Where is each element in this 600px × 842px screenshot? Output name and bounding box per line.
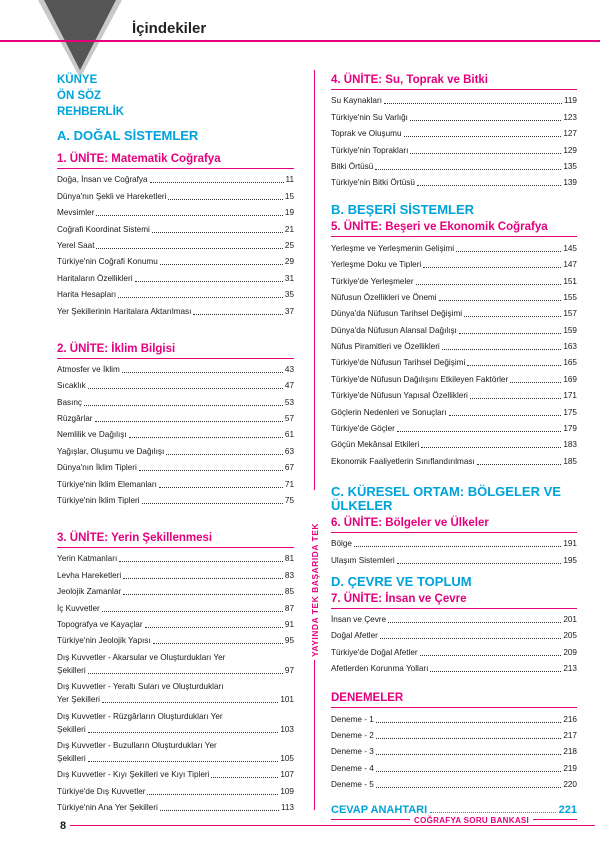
toc-entry[interactable] (57, 682, 294, 705)
leader-dots (449, 415, 562, 416)
toc-entry-page: 75 (284, 496, 294, 506)
toc-entry[interactable] (57, 480, 294, 490)
left-column (57, 72, 294, 813)
toc-entry-title: Yerleşme Doku ve Tipleri (331, 260, 422, 270)
unit-3-title: 3. ÜNİTE: Yerin Şekillenmesi (57, 532, 294, 548)
leader-dots (467, 365, 561, 366)
toc-entry-page: 159 (563, 325, 577, 335)
toc-entry-title: Dünya'da Nüfusun Alansal Dağılışı (331, 325, 457, 335)
toc-entry[interactable] (331, 129, 577, 139)
toc-entry-title: Deneme - 2 (331, 730, 374, 740)
leader-dots (376, 771, 562, 772)
leader-dots (102, 702, 278, 703)
toc-entry[interactable] (331, 440, 577, 450)
toc-entry[interactable] (331, 178, 577, 188)
toc-entry[interactable] (331, 96, 577, 106)
toc-entry-page: 171 (563, 391, 577, 401)
toc-entry-title: İç Kuvvetler (57, 603, 100, 613)
unit-5-title: 5. ÜNİTE: Beşeri ve Ekonomik Coğrafya (331, 221, 577, 237)
toc-entry[interactable] (57, 620, 294, 630)
toc-entry-page: 91 (284, 619, 294, 629)
toc-entry-page: 155 (563, 292, 577, 302)
toc-entry[interactable] (331, 326, 577, 336)
toc-entry-page: 21 (284, 224, 294, 234)
toc-entry-title: Türkiye'de Doğal Afetler (331, 647, 418, 657)
toc-entry[interactable] (57, 587, 294, 597)
toc-entry-title: Haritaların Özellikleri (57, 273, 133, 283)
toc-entry[interactable] (57, 571, 294, 581)
leader-dots (464, 316, 561, 317)
toc-entry-page: 43 (284, 364, 294, 374)
leader-dots (442, 349, 562, 350)
leader-dots (150, 182, 284, 183)
unit-gap (57, 506, 294, 522)
toc-entry[interactable] (331, 664, 577, 674)
leader-dots (96, 215, 283, 216)
header-triangle-dark (44, 0, 116, 70)
toc-entry[interactable] (57, 208, 294, 218)
toc-entry[interactable] (331, 424, 577, 434)
toc-entry-title: Dış Kuvvetler - Akarsular ve Oluşturdukları Yer (57, 652, 226, 662)
toc-entry-page: 31 (284, 273, 294, 283)
leader-dots (160, 264, 283, 265)
toc-entry-page: 61 (284, 430, 294, 440)
toc-entry-page: 15 (284, 191, 294, 201)
toc-entry-page: 67 (284, 463, 294, 473)
leader-dots (84, 405, 283, 406)
toc-entry-title: Bölge (331, 539, 352, 549)
toc-entry[interactable] (57, 430, 294, 440)
leader-dots (139, 470, 283, 471)
left-units (57, 153, 294, 813)
toc-entry-title: Deneme - 1 (331, 714, 374, 724)
section-d-title: D. ÇEVRE VE TOPLUM (331, 573, 472, 589)
toc-entry[interactable] (331, 648, 577, 658)
toc-entry-page: 183 (563, 440, 577, 450)
toc-entry[interactable] (331, 747, 577, 757)
leader-dots (168, 199, 282, 200)
toc-entry[interactable] (57, 175, 294, 185)
leader-dots (102, 611, 283, 612)
toc-entry[interactable] (331, 391, 577, 401)
leader-dots (439, 300, 562, 301)
toc-entry[interactable] (57, 274, 294, 284)
toc-entry-title: Mevsimler (57, 208, 95, 218)
toc-entry-title: Türkiye'de Dış Kuvvetler (57, 786, 146, 796)
toc-entry-title: Doğa, İnsan ve Coğrafya (57, 175, 148, 185)
toc-entry[interactable] (57, 653, 294, 676)
toc-entry-title: Türkiye'nin İklim Elemanları (57, 479, 157, 489)
toc-entry-page: 220 (563, 780, 577, 790)
toc-entry-title: Yerin Katmanları (57, 554, 118, 564)
toc-entry[interactable] (57, 447, 294, 457)
toc-entry-title-cont: Şekilleri (57, 665, 86, 675)
leader-dots (95, 421, 283, 422)
toc-entry-page: 216 (563, 714, 577, 724)
toc-entry[interactable] (57, 463, 294, 473)
toc-entry[interactable] (331, 293, 577, 303)
toc-entry-page: 185 (563, 456, 577, 466)
toc-cevap-anahtari[interactable] (331, 804, 577, 816)
toc-entry[interactable] (331, 764, 577, 774)
toc-entry-title: Jeolojik Zamanlar (57, 587, 122, 597)
leader-dots (147, 794, 278, 795)
toc-entry[interactable] (331, 146, 577, 156)
toc-entry-title: Su Kaynakları (331, 96, 382, 106)
toc-entry-page: 209 (563, 647, 577, 657)
toc-entry[interactable] (57, 604, 294, 614)
leader-dots (153, 643, 283, 644)
toc-entry[interactable] (331, 260, 577, 270)
unit-7-title: 7. ÜNİTE: İnsan ve Çevre (331, 593, 577, 609)
toc-entry-page: 169 (563, 374, 577, 384)
footer-rule (70, 825, 595, 826)
toc-entry-page: 71 (284, 479, 294, 489)
leader-dots (470, 398, 561, 399)
toc-entry-page: 145 (563, 243, 577, 253)
toc-entry-page: 201 (563, 614, 577, 624)
toc-entry-page: 83 (284, 570, 294, 580)
leader-dots (376, 754, 562, 755)
page-title: İçindekiler (132, 20, 207, 37)
toc-entry-title: Topografya ve Kayaçlar (57, 619, 143, 629)
leader-dots (88, 388, 283, 389)
column-divider (314, 70, 315, 810)
toc-on-soz[interactable]: ÖN SÖZ (57, 90, 102, 102)
toc-entry-page: 81 (284, 554, 294, 564)
toc-entry-page: 97 (284, 665, 294, 675)
toc-entry-page: 53 (284, 397, 294, 407)
unit-4-title: 4. ÜNİTE: Su, Toprak ve Bitki (331, 74, 577, 90)
leader-dots (417, 185, 561, 186)
leader-dots (423, 267, 561, 268)
leader-dots (88, 761, 279, 762)
leader-dots (397, 431, 561, 432)
toc-entry-page: 151 (563, 276, 577, 286)
toc-entry-page: 47 (284, 381, 294, 391)
unit-1-title: 1. ÜNİTE: Matematik Coğrafya (57, 153, 294, 169)
leader-dots (477, 464, 562, 465)
toc-entry[interactable] (331, 375, 577, 385)
toc-entry-page: 163 (563, 342, 577, 352)
toc-entry-title: Türkiye'nin Jeolojik Yapısı (57, 636, 151, 646)
toc-entry-title: Dış Kuvvetler - Kıyı Şekilleri ve Kıyı Tipleri (57, 770, 210, 780)
cevap-page: 221 (558, 804, 577, 817)
unit-2-title: 2. ÜNİTE: İklim Bilgisi (57, 343, 294, 359)
section-a-title: A. DOĞAL SİSTEMLER (57, 128, 199, 143)
toc-entry-title: Yerel Saat (57, 240, 95, 250)
leader-dots (430, 671, 561, 672)
leader-dots (404, 136, 562, 137)
toc-entry-page: 129 (563, 145, 577, 155)
toc-entry-title: Bitki Örtüsü (331, 161, 374, 171)
toc-entry[interactable] (331, 244, 577, 254)
toc-entry[interactable] (331, 358, 577, 368)
toc-entry[interactable] (57, 365, 294, 375)
leader-dots (88, 732, 279, 733)
toc-entry-page: 29 (284, 257, 294, 267)
toc-entry-page: 85 (284, 587, 294, 597)
leader-dots (380, 638, 561, 639)
toc-entry[interactable] (331, 162, 577, 172)
toc-entry-title: Sıcaklık (57, 381, 86, 391)
section-b-title: B. BEŞERİ SİSTEMLER (331, 202, 475, 218)
leader-dots (421, 447, 561, 448)
toc-entry-title: Türkiye'nin Toprakları (331, 145, 409, 155)
toc-entry-title: Türkiye'nin Bitki Örtüsü (331, 178, 415, 188)
toc-entry[interactable] (57, 787, 294, 797)
leader-dots (376, 722, 562, 723)
toc-entry[interactable] (331, 342, 577, 352)
toc-entry-page: 25 (284, 240, 294, 250)
toc-entry-title: Yer Şekillerinin Haritalara Aktarılması (57, 306, 192, 316)
toc-entry-page: 87 (284, 603, 294, 613)
toc-entry-title: Göçlerin Nedenleri ve Sonuçları (331, 407, 447, 417)
toc-entry-page: 63 (284, 446, 294, 456)
toc-entry[interactable] (57, 241, 294, 251)
toc-entry[interactable] (57, 636, 294, 646)
toc-entry-page: 175 (563, 407, 577, 417)
toc-entry-page: 157 (563, 309, 577, 319)
toc-entry-page: 147 (563, 260, 577, 270)
leader-dots (135, 281, 283, 282)
leader-dots (118, 297, 283, 298)
leader-dots (211, 777, 278, 778)
toc-entry-title: İnsan ve Çevre (331, 614, 387, 624)
toc-entry-page: 165 (563, 358, 577, 368)
toc-entry[interactable] (331, 715, 577, 725)
leader-dots (160, 810, 279, 811)
toc-entry[interactable] (331, 731, 577, 741)
toc-entry-page: 139 (563, 178, 577, 188)
toc-entry-page: 135 (563, 161, 577, 171)
toc-entry-page: 35 (284, 290, 294, 300)
toc-entry[interactable] (57, 290, 294, 300)
toc-entry-page: 127 (563, 129, 577, 139)
toc-entry-title: Türkiye'de Nüfusun Dağılışını Etkileyen Faktörler (331, 374, 509, 384)
toc-entry-title: Dünya'da Nüfusun Tarihsel Değişimi (331, 309, 463, 319)
toc-entry[interactable] (331, 408, 577, 418)
leader-dots (376, 787, 562, 788)
toc-entry[interactable] (331, 113, 577, 123)
toc-entry-page: 109 (280, 786, 294, 796)
toc-entry-title: Nüfus Piramitleri ve Özellikleri (331, 342, 440, 352)
leader-dots (384, 103, 562, 104)
leader-dots (96, 248, 282, 249)
toc-entry-title: Basınç (57, 397, 83, 407)
toc-entry-title: Dünya'nın İklim Tipleri (57, 463, 137, 473)
toc-entry-title: Dünya'nın Şekli ve Hareketleri (57, 191, 167, 201)
toc-entry[interactable] (57, 398, 294, 408)
toc-entry-title: Deneme - 3 (331, 747, 374, 757)
leader-dots (119, 561, 283, 562)
toc-entry[interactable] (331, 556, 577, 566)
toc-entry-title-cont: Şekilleri (57, 753, 86, 763)
side-slogan: YAYINDA TEK BAŞARIDA TEK (309, 490, 321, 660)
leader-dots (159, 487, 283, 488)
toc-entry-title: Türkiye'de Yerleşmeler (331, 276, 414, 286)
toc-entry-page: 219 (563, 763, 577, 773)
toc-entry-title: Türkiye'de Göçler (331, 424, 395, 434)
unit-gap (57, 317, 294, 333)
toc-entry-page: 105 (280, 753, 294, 763)
toc-entry-page: 113 (280, 803, 294, 813)
toc-entry-page: 57 (284, 414, 294, 424)
toc-entry[interactable] (331, 631, 577, 641)
toc-rehberlik[interactable]: REHBERLİK (57, 106, 125, 118)
unit-5-list (331, 244, 577, 467)
cevap-label: CEVAP ANAHTARI (331, 804, 428, 817)
leader-dots (88, 673, 283, 674)
toc-entry-title: Türkiye'nin Su Varlığı (331, 112, 408, 122)
toc-entry[interactable] (57, 381, 294, 391)
toc-entry-page: 191 (563, 539, 577, 549)
toc-entry-title: Türkiye'nin Coğrafi Konumu (57, 257, 158, 267)
toc-entry-page: 95 (284, 636, 294, 646)
leader-dots (122, 372, 283, 373)
toc-entry[interactable] (331, 277, 577, 287)
denemeler-list (331, 715, 577, 791)
book-name: COĞRAFYA SORU BANKASI (410, 816, 533, 825)
toc-entry[interactable] (57, 307, 294, 317)
toc-kunye[interactable]: KÜNYE (57, 74, 98, 86)
toc-entry-title: Doğal Afetler (331, 631, 378, 641)
toc-entry-title: Ekonomik Faaliyetlerin Sınıflandırılması (331, 456, 475, 466)
toc-entry-page: 217 (563, 730, 577, 740)
toc-entry[interactable] (57, 741, 294, 764)
leader-dots (376, 738, 562, 739)
section-c-title: C. KÜRESEL ORTAM: BÖLGELER VE ÜLKELER (331, 483, 561, 513)
toc-entry-page: 103 (280, 724, 294, 734)
toc-entry[interactable] (331, 309, 577, 319)
leader-dots (456, 251, 561, 252)
toc-entry-title-cont: Şekilleri (57, 724, 86, 734)
toc-entry[interactable] (331, 780, 577, 790)
toc-entry-title: Türkiye'de Nüfusun Tarihsel Değişimi (331, 358, 466, 368)
toc-entry-page: 213 (563, 664, 577, 674)
toc-entry-title: Deneme - 5 (331, 780, 374, 790)
toc-entry-title: Dış Kuvvetler - Yeraltı Suları ve Oluşturdukları (57, 682, 224, 692)
unit-7-list (331, 615, 577, 674)
toc-entry-title: Toprak ve Oluşumu (331, 129, 402, 139)
leader-dots (410, 120, 561, 121)
toc-entry-title: Yerleşme ve Yerleşmenin Gelişimi (331, 243, 455, 253)
toc-entry-title: Afetlerden Korunma Yolları (331, 664, 429, 674)
leader-dots (142, 503, 283, 504)
toc-entry[interactable] (57, 192, 294, 202)
leader-dots (166, 454, 283, 455)
leader-dots (410, 153, 561, 154)
toc-entry-title: Deneme - 4 (331, 763, 374, 773)
leader-dots (145, 627, 283, 628)
leader-dots (129, 437, 283, 438)
toc-entry-title: Göçün Mekânsal Etkileri (331, 440, 420, 450)
toc-entry-title: Coğrafi Koordinat Sistemi (57, 224, 150, 234)
toc-entry-title: Harita Hesapları (57, 290, 117, 300)
unit-6-list (331, 539, 577, 565)
toc-entry-title: Dış Kuvvetler - Rüzgârların Oluşturdukları Yer (57, 711, 223, 721)
toc-entry-page: 101 (280, 695, 294, 705)
toc-entry-page: 119 (563, 96, 577, 106)
leader-dots (388, 622, 561, 623)
toc-entry-page: 195 (563, 555, 577, 565)
toc-entry-page: 107 (280, 770, 294, 780)
toc-entry-title: Yağışlar, Oluşumu ve Dağılışı (57, 446, 165, 456)
toc-entry-title: Nüfusun Özellikleri ve Önemi (331, 292, 437, 302)
toc-entry-title: Türkiye'nin Ana Yer Şekilleri (57, 803, 158, 813)
toc-entry-title-cont: Yer Şekilleri (57, 695, 100, 705)
unit-4-list (331, 96, 577, 188)
toc-entry[interactable] (57, 803, 294, 813)
toc-entry-page: 218 (563, 747, 577, 757)
leader-dots (459, 333, 562, 334)
toc-entry-title: Atmosfer ve İklim (57, 364, 120, 374)
toc-entry-page: 205 (563, 631, 577, 641)
toc-entry-title: Ulaşım Sistemleri (331, 555, 395, 565)
toc-entry-title: Türkiye'de Nüfusun Yapısal Özellikleri (331, 391, 468, 401)
toc-entry[interactable] (57, 712, 294, 735)
toc-entry[interactable] (331, 457, 577, 467)
leader-dots (416, 284, 562, 285)
leader-dots (510, 382, 561, 383)
leader-dots (123, 594, 283, 595)
leader-dots (397, 563, 562, 564)
toc-entry-title: Nemlilik ve Dağılışı (57, 430, 127, 440)
toc-entry-title: Dış Kuvvetler - Buzulların Oluşturdukları Yer (57, 740, 217, 750)
toc-entry-title: Türkiye'nin İklim Tipleri (57, 496, 140, 506)
toc-entry[interactable] (57, 770, 294, 780)
toc-entry[interactable] (57, 554, 294, 564)
toc-entry-page: 179 (563, 424, 577, 434)
toc-entry[interactable] (57, 414, 294, 424)
toc-entry-page: 19 (284, 208, 294, 218)
header-rule (0, 40, 600, 42)
leader-dots (193, 314, 283, 315)
toc-entry[interactable] (331, 615, 577, 625)
toc-entry-page: 11 (285, 175, 294, 185)
leader-dots (420, 655, 562, 656)
leader-dots (375, 169, 561, 170)
toc-entry-title: Levha Hareketleri (57, 570, 122, 580)
toc-entry-title: Rüzgârlar (57, 414, 93, 424)
leader-dots (430, 812, 555, 813)
leader-dots (123, 578, 283, 579)
toc-entry[interactable] (57, 225, 294, 235)
toc-entry[interactable] (57, 257, 294, 267)
denemeler-title: DENEMELER (331, 692, 577, 708)
toc-entry-page: 123 (563, 112, 577, 122)
toc-entry[interactable] (57, 496, 294, 506)
right-column (331, 72, 577, 820)
toc-entry[interactable] (331, 539, 577, 549)
page-number: 8 (60, 820, 67, 832)
unit-6-title: 6. ÜNİTE: Bölgeler ve Ülkeler (331, 517, 577, 533)
leader-dots (354, 546, 561, 547)
leader-dots (152, 232, 283, 233)
toc-entry-page: 37 (284, 306, 294, 316)
